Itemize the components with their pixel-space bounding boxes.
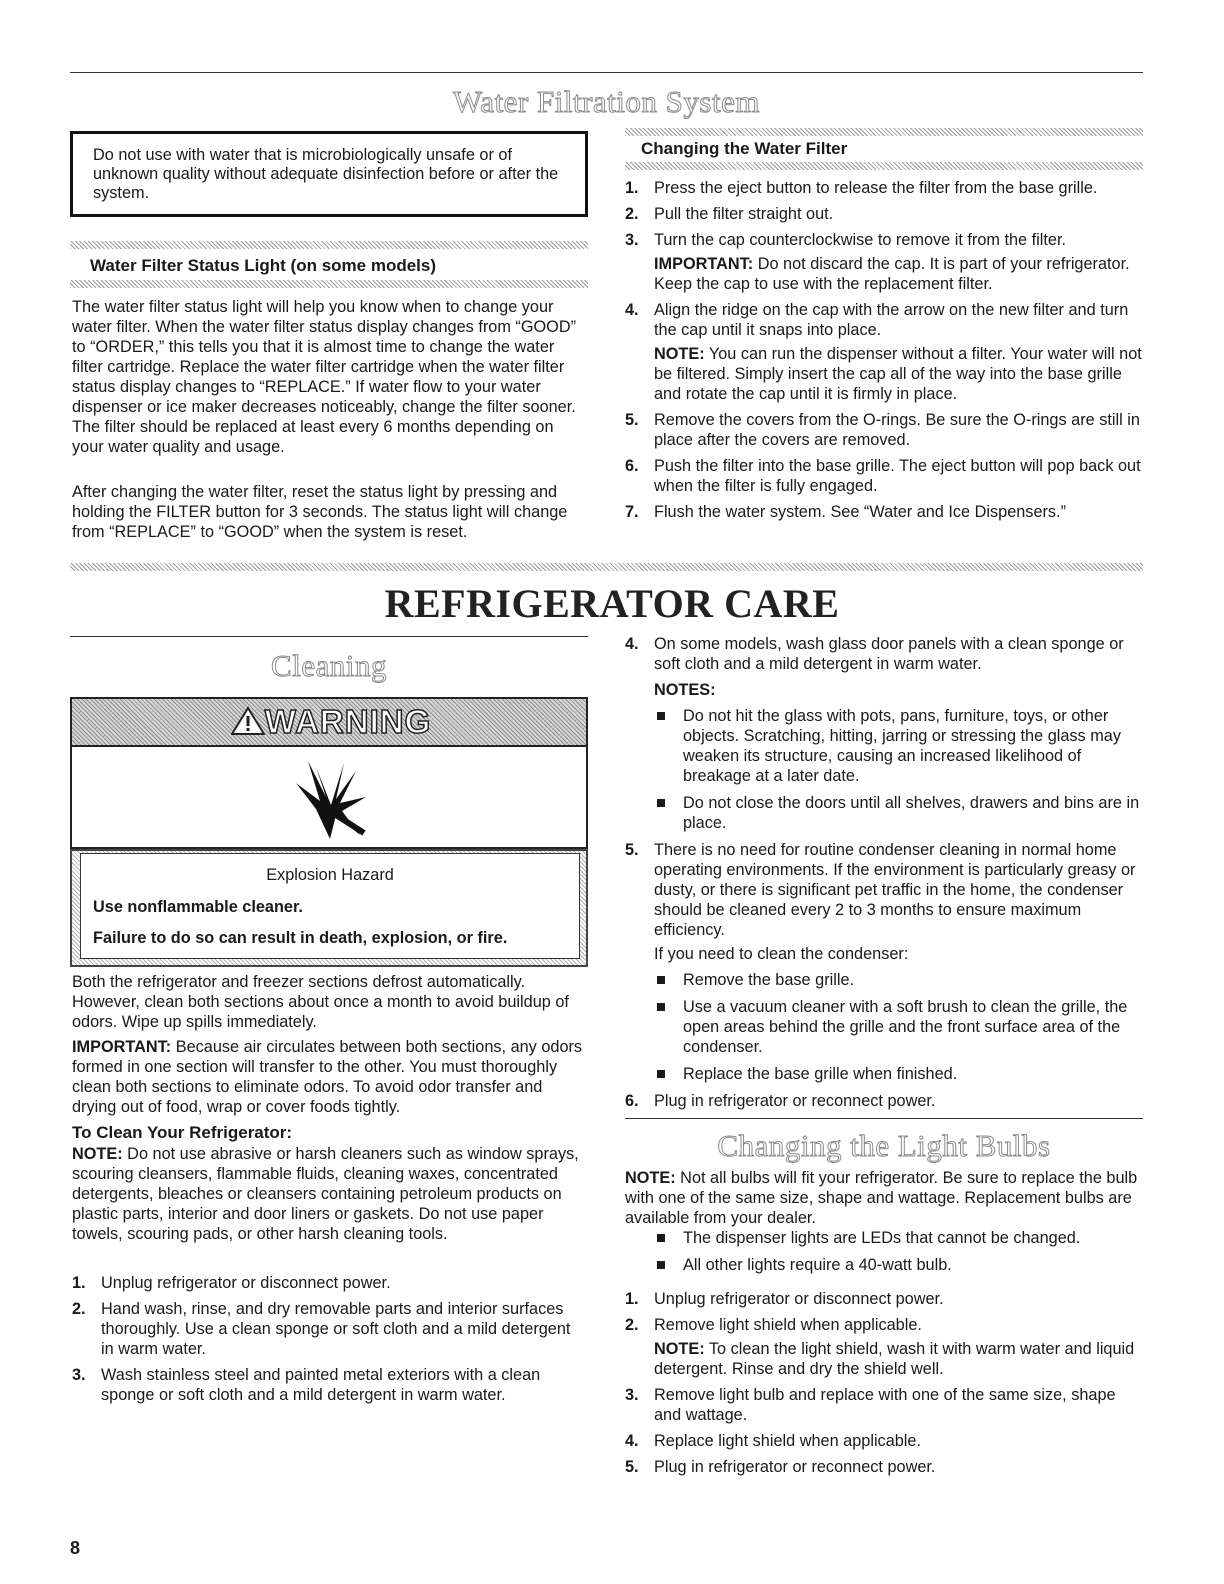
cleaning-rule <box>70 636 588 637</box>
list-item: 1. Unplug refrigerator or disconnect power. <box>72 1274 391 1292</box>
list-item: Remove the base grille. <box>625 970 1143 990</box>
list-item: 5. Plug in refrigerator or reconnect power. <box>625 1458 936 1476</box>
warning-label: WARNING <box>72 703 590 741</box>
list-item: 6. Plug in refrigerator or reconnect power. <box>625 1092 936 1110</box>
list-item: 6. Push the filter into the base grille. The eject button will pop back out when the filter is fully engaged. <box>625 457 1141 495</box>
warning-box <box>70 697 588 967</box>
cleaning-para-1: Both the refrigerator and freezer sections defrost automatically. However, clean both sections about once a month to avoid buildup of odors. Wipe up spills immediately. <box>72 973 569 1031</box>
list-item: 4. Align the ridge on the cap with the arrow on the new filter and turn the cap until it snaps into place. NOTE: You can run the dispenser without a filter. Your water will not be filtered. Simply insert the cap all of the way into the base grille and rotate the cap until it is firmly in place. <box>625 301 1142 403</box>
list-item: 1. Press the eject button to release the filter from the base grille. <box>625 179 1098 197</box>
light-bulbs-steps <box>625 1289 1143 1483</box>
cleaning-title: Cleaning <box>271 648 387 683</box>
light-bulbs-title: Changing the Light Bulbs <box>717 1128 1051 1163</box>
changing-filter-heading: Changing the Water Filter <box>641 139 848 158</box>
list-item: 3. Turn the cap counterclockwise to remove it from the filter. IMPORTANT: Do not discard the cap. It is part of your refrigerator. Keep the cap to use with the replacement filter. <box>625 230 1143 294</box>
hatch-divider <box>70 241 588 249</box>
condenser-intro: If you need to clean the condenser: <box>654 945 909 963</box>
hatch-divider <box>70 563 1143 571</box>
list-item: 2. Pull the filter straight out. <box>625 205 834 223</box>
list-item: Do not hit the glass with pots, pans, furniture, toys, or other objects. Scratching, hitting, jarring or stressing the glass may weaken its structure, causing an increased likelihood of breakage at a later date. <box>625 706 1143 786</box>
to-clean-heading: To Clean Your Refrigerator: <box>72 1123 293 1142</box>
refrigerator-care-title: REFRIGERATOR CARE <box>384 581 840 626</box>
condenser-steps <box>625 970 1143 1084</box>
important-note: IMPORTANT: Do not discard the cap. It is part of your refrigerator. Keep the cap to use with the replacement filter. <box>654 255 1130 293</box>
note: NOTE: You can run the dispenser without a filter. Your water will not be filtered. Simply insert the cap all of the way into the base grille and rotate the cap until it is firmly in place. <box>654 345 1142 403</box>
status-light-para-2: After changing the water filter, reset the status light by pressing and holding the FILTER button for 3 seconds. The status light will change from “REPLACE” to “GOOD” when the system is reset. <box>72 483 568 541</box>
page-number: 8 <box>70 1538 81 1558</box>
hatch-divider <box>70 280 588 288</box>
explosion-symbol-panel <box>70 745 588 849</box>
list-item: Replace the base grille when finished. <box>625 1064 1143 1084</box>
warning-header <box>70 697 588 747</box>
changing-filter-steps <box>625 178 1143 528</box>
top-rule <box>70 72 1143 73</box>
list-item: 1. Unplug refrigerator or disconnect power. <box>625 1290 944 1308</box>
warning-text-panel <box>70 849 588 967</box>
list-item: All other lights require a 40-watt bulb. <box>625 1255 1143 1275</box>
cleaning-steps <box>72 1273 586 1411</box>
notes-label: NOTES: <box>654 681 716 699</box>
cleaning-note: NOTE: Do not use abrasive or harsh cleaners such as window sprays, scouring cleansers, flammable fluids, cleaning waxes, concentrated detergents, bleaches or cleansers containing petroleum products on plastic parts, interior and door liners or gaskets. Do not use paper towels, scouring pads, or other harsh cleaning tools. <box>72 1145 579 1243</box>
list-item: The dispenser lights are LEDs that cannot be changed. <box>625 1228 1143 1248</box>
list-item: 3. Wash stainless steel and painted metal exteriors with a clean sponge or soft cloth and a mild detergent in warm water. <box>72 1366 541 1404</box>
cleaning-important: IMPORTANT: Because air circulates between both sections, any odors formed in one section will transfer to the other. You must thoroughly clean both sections to eliminate odors. To avoid odor transfer and drying out of food, wrap or cover foods tightly. <box>72 1038 583 1116</box>
list-item: 5. There is no need for routine condenser cleaning in normal home operating environments. If the environment is particularly greasy or dusty, or there is significant pet traffic in the home, the condenser should be cleaned every 2 to 3 months to ensure maximum efficiency. If you need to clean the condenser: Remove the base grille. Use a vacuum cleaner with a soft brush to clean the grille, the open areas behind the grille and the front surface area of the condenser. Replace the base grille when finished. <box>625 840 1143 1084</box>
status-light-heading: Water Filter Status Light (on some models) <box>90 256 437 275</box>
glass-notes <box>625 706 1143 833</box>
warning-line-2: Failure to do so can result in death, explosion, or fire. <box>93 929 508 947</box>
list-item: 4. On some models, wash glass door panels with a clean sponge or soft cloth and a mild detergent in warm water. NOTES: Do not hit the glass with pots, pans, furniture, toys, or other objects. Scratching, hitting, jarring or stressing the glass may weaken its structure, causing an increased likelihood of breakage at a later date. Do not close the doors until all shelves, drawers and bins are in place. <box>625 634 1143 833</box>
list-item: Do not close the doors until all shelves, drawers and bins are in place. <box>625 793 1143 833</box>
cleaning-steps-continued <box>625 634 1143 1117</box>
warning-line-1: Use nonflammable cleaner. <box>93 898 303 916</box>
list-item: Use a vacuum cleaner with a soft brush to clean the grille, the open areas behind the grille and the front surface area of the condenser. <box>625 997 1143 1057</box>
list-item: 4. Replace light shield when applicable. <box>625 1432 922 1450</box>
list-item: 2. Hand wash, rinse, and dry removable parts and interior surfaces thoroughly. Use a clean sponge or soft cloth and a mild detergent in warm water. <box>72 1300 571 1358</box>
water-filtration-title: Water Filtration System <box>453 84 760 119</box>
status-light-para-1: The water filter status light will help you know when to change your water filter. When the water filter status display changes from “GOOD” to “ORDER,” this tells you that it is almost time to change the water filter cartridge. Replace the water filter cartridge when the water filter status display changes to “REPLACE.” If water flow to your water dispenser or ice maker decreases noticeably, change the filter sooner. The filter should be replaced at least every 6 months depending on your water quality and usage. <box>72 298 576 456</box>
hatch-divider <box>625 128 1143 136</box>
warning-triangle-icon <box>231 706 265 736</box>
explosion-icon <box>286 753 376 843</box>
list-item: 7. Flush the water system. See “Water and Ice Dispensers.” <box>625 503 1067 521</box>
safety-notice-box <box>70 131 588 217</box>
note: NOTE: To clean the light shield, wash it with warm water and liquid detergent. Rinse and dry the shield well. <box>654 1340 1135 1378</box>
list-item: 5. Remove the covers from the O-rings. Be sure the O-rings are still in place after the covers are removed. <box>625 411 1140 449</box>
hazard-title: Explosion Hazard <box>266 866 394 884</box>
warning-text-inner <box>80 853 580 959</box>
safety-notice-text: Do not use with water that is microbiologically unsafe or of unknown quality without adequate disinfection before or after the system. <box>93 146 559 202</box>
light-bulbs-rule <box>625 1118 1143 1119</box>
hatch-divider <box>625 162 1143 170</box>
list-item: 3. Remove light bulb and replace with one of the same size, shape and wattage. <box>625 1386 1116 1424</box>
light-bulbs-bullets <box>625 1228 1143 1282</box>
light-bulbs-note: NOTE: Not all bulbs will fit your refrigerator. Be sure to replace the bulb with one of the same size, shape and wattage. Replacement bulbs are available from your dealer. <box>625 1169 1138 1227</box>
list-item: 2. Remove light shield when applicable. NOTE: To clean the light shield, wash it with warm water and liquid detergent. Rinse and dry the shield well. <box>625 1315 1143 1379</box>
